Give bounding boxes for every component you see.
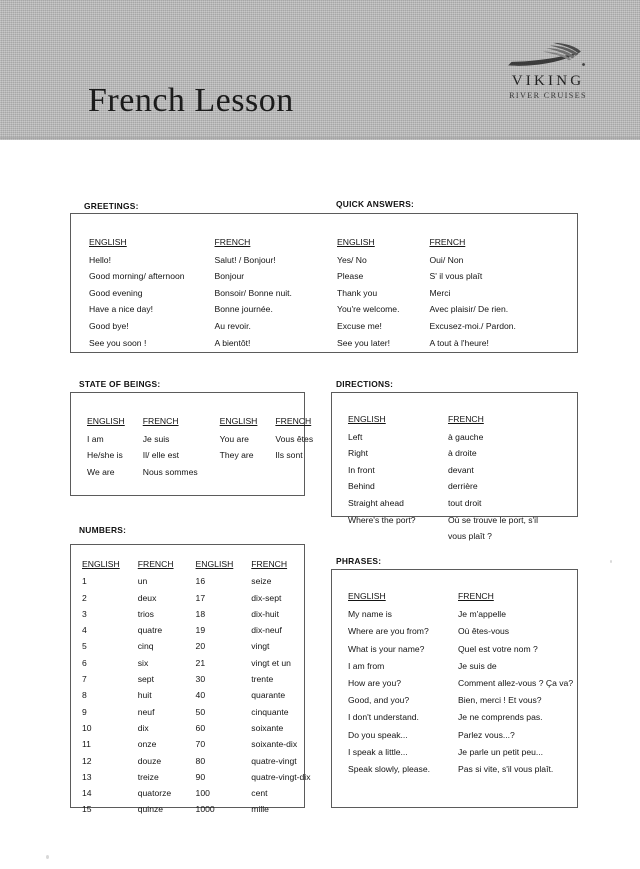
cell-english: Where are you from? [348, 626, 429, 637]
table-row [82, 687, 311, 703]
cell-english: 50 [195, 706, 206, 717]
cell-french: quatorze [137, 788, 172, 799]
cell-english: How are you? [348, 678, 402, 689]
table-row [82, 606, 311, 622]
table-row [348, 727, 573, 744]
table-row [89, 252, 292, 269]
section-label-quick-answers: QUICK ANSWERS: [336, 199, 415, 209]
col-header-english: ENGLISH [219, 416, 258, 426]
cell-french: douze [137, 755, 162, 766]
cell-english: 2 [82, 592, 87, 603]
table-row [348, 641, 573, 658]
table-row [348, 709, 573, 726]
cell-english: 11 [82, 739, 91, 750]
scan-speck [610, 560, 612, 563]
cell-french: dix-sept [251, 592, 282, 603]
cell-french: Où êtes-vous [458, 626, 510, 637]
cell-french: vingt [251, 641, 270, 652]
cell-french: mille [251, 804, 269, 815]
table-row [348, 606, 573, 623]
table-row [337, 335, 516, 352]
table-row [348, 761, 573, 778]
cell-english: 80 [195, 755, 206, 766]
cell-french: Ils sont [275, 450, 303, 461]
brand-wordmark: VIKING [511, 73, 585, 89]
cell-french: Bonne journée. [214, 304, 273, 315]
cell-french: cent [251, 788, 268, 799]
cell-french: devant [448, 464, 474, 475]
cell-french: à gauche [448, 431, 484, 442]
cell-french: trios [137, 608, 154, 619]
cell-french: Nous sommes [142, 466, 198, 477]
table-row [89, 318, 292, 335]
cell-english: Speak slowly, please. [348, 764, 431, 775]
cell-english: 12 [82, 755, 92, 766]
col-header-english: ENGLISH [195, 559, 234, 569]
cell-french: vingt et un [251, 657, 291, 668]
cell-french: Merci [429, 287, 451, 298]
cell-french: dix-neuf [251, 625, 282, 636]
cell-english: What is your name? [348, 643, 425, 654]
table-row [82, 785, 311, 801]
viking-ship-prow-icon [496, 42, 600, 68]
cell-english: We are [87, 466, 115, 477]
cell-english: 60 [195, 722, 206, 733]
cell-french: quinze [137, 804, 164, 815]
col-header-english: ENGLISH [89, 237, 127, 247]
section-label-phrases: PHRASES: [336, 556, 382, 566]
cell-french: Où se trouve le port, s'il vous plaît ? [448, 514, 539, 542]
cell-french: Comment allez-vous ? Ça va? [458, 678, 574, 689]
cell-french: Salut! / Bonjour! [214, 254, 276, 265]
table-greetings [89, 234, 292, 351]
cell-french: Je ne comprends pas. [458, 712, 543, 723]
cell-french [275, 464, 313, 481]
cell-english: In front [348, 464, 375, 475]
cell-english: 18 [195, 608, 206, 619]
cell-english: Behind [348, 481, 375, 492]
table-row [348, 675, 573, 692]
table-row [89, 301, 292, 318]
cell-french: dix-huit [251, 608, 279, 619]
panel-phrases [331, 569, 578, 808]
cell-french: cinq [137, 641, 154, 652]
cell-english: I am [87, 433, 104, 444]
table-row [82, 655, 311, 671]
col-header-french: FRENCH [448, 414, 484, 424]
table-row [348, 623, 573, 640]
cell-english: I don't understand. [348, 712, 419, 723]
table-row [348, 462, 556, 479]
cell-english: My name is [348, 609, 392, 620]
section-label-greetings: GREETINGS: [84, 201, 139, 211]
cell-english: I speak a little... [348, 746, 408, 757]
cell-english: Have a nice day! [89, 304, 154, 315]
cell-french: Excusez-moi./ Pardon. [429, 320, 516, 331]
table-header-row [82, 556, 311, 573]
cell-english: 8 [82, 690, 87, 701]
panel-state-of-beings [70, 392, 314, 496]
table-row [348, 495, 556, 512]
table-row [82, 801, 311, 817]
col-header-english: ENGLISH [348, 591, 386, 601]
table-directions [348, 411, 556, 545]
cell-english: Good, and you? [348, 695, 410, 706]
col-header-french: FRENCH [251, 559, 288, 569]
table-header-row [337, 234, 516, 252]
cell-english: 13 [82, 771, 92, 782]
viking-river-cruises-logo [492, 42, 604, 100]
cell-english: Excuse me! [337, 320, 382, 331]
table-row [348, 512, 556, 545]
cell-english: 30 [195, 674, 206, 685]
col-header-french: FRENCH [458, 591, 494, 601]
table-row [82, 769, 311, 785]
cell-french: Je m'appelle [458, 609, 506, 620]
cell-english: 5 [82, 641, 87, 652]
cell-french: deux [137, 592, 157, 603]
table-row [348, 478, 556, 495]
cell-french: cinquante [251, 706, 289, 717]
cell-french: soixante [251, 722, 284, 733]
table-row [348, 744, 573, 761]
cell-english: 16 [195, 576, 206, 587]
table-row [337, 285, 516, 302]
col-header-french: FRENCH [275, 416, 312, 426]
cell-french: huit [137, 690, 152, 701]
cell-english: 19 [195, 625, 206, 636]
table-row [348, 658, 573, 675]
table-row [348, 445, 556, 462]
col-header-english: ENGLISH [348, 414, 386, 424]
cell-french: Avec plaisir/ De rien. [429, 304, 509, 315]
cell-english: 3 [82, 608, 87, 619]
cell-french: treize [137, 771, 159, 782]
cell-french: un [137, 576, 148, 587]
cell-french: Bonsoir/ Bonne nuit. [214, 287, 292, 298]
cell-french: Je suis [142, 433, 170, 444]
section-label-numbers: NUMBERS: [79, 525, 127, 535]
scan-speck [46, 855, 49, 859]
cell-english: 7 [82, 674, 87, 685]
table-row [348, 429, 556, 446]
cell-english: You're welcome. [337, 304, 400, 315]
cell-english: 40 [195, 690, 206, 701]
table-row [82, 753, 311, 769]
cell-english: 1 [82, 576, 87, 587]
cell-english: Do you speak... [348, 729, 408, 740]
cell-english: Good morning/ afternoon [89, 271, 185, 282]
panel-numbers [70, 544, 311, 815]
cell-french: Quel est votre nom ? [458, 643, 538, 654]
col-header-french: FRENCH [142, 416, 179, 426]
cell-french: Bonjour [214, 271, 245, 282]
cell-english: 90 [195, 771, 206, 782]
cell-french: Au revoir. [214, 320, 251, 331]
table-row [82, 720, 311, 736]
cell-french: Je suis de [458, 660, 497, 671]
cell-english: See you later! [337, 337, 391, 348]
table-row [348, 692, 573, 709]
cell-french: quatre-vingt-dix [251, 771, 311, 782]
cell-english: They are [219, 450, 254, 461]
section-label-state-of-beings: STATE OF BEINGS: [79, 379, 161, 389]
cell-french: Vous êtes [275, 433, 314, 444]
table-row [337, 268, 516, 285]
table-row [337, 252, 516, 269]
table-header-row [348, 411, 556, 429]
header-banner [0, 0, 640, 140]
table-header-row [87, 413, 313, 431]
cell-english: Good bye! [89, 320, 129, 331]
col-header-english: ENGLISH [87, 416, 125, 426]
cell-english: Please [337, 271, 364, 282]
cell-french: soixante-dix [251, 739, 298, 750]
cell-english [220, 464, 276, 481]
cell-english: 10 [82, 722, 92, 733]
cell-french: tout droit [448, 497, 482, 508]
table-row [82, 590, 311, 606]
cell-english: 20 [195, 641, 206, 652]
col-header-english: ENGLISH [337, 237, 375, 247]
cell-english: Yes/ No [337, 254, 367, 265]
cell-english: Thank you [337, 287, 378, 298]
cell-french: Oui/ Non [429, 254, 464, 265]
cell-english: See you soon ! [89, 337, 147, 348]
cell-french: S' il vous plaît [429, 271, 483, 282]
table-row [337, 301, 516, 318]
brand-tagline: RIVER CRUISES [509, 90, 587, 100]
cell-french: Bien, merci ! Et vous? [458, 695, 542, 706]
cell-french: trente [251, 674, 274, 685]
cell-french: Parlez vous...? [458, 729, 515, 740]
table-row [82, 736, 311, 752]
cell-french: six [137, 657, 149, 668]
table-row [82, 573, 311, 589]
cell-english: Right [348, 448, 369, 459]
table-phrases [348, 588, 573, 778]
table-header-row [89, 234, 292, 252]
table-row [82, 671, 311, 687]
cell-english: 1000 [195, 804, 215, 815]
panel-directions [331, 392, 578, 542]
table-row [82, 704, 311, 720]
cell-english: Left [348, 431, 363, 442]
cell-french: quarante [251, 690, 286, 701]
section-label-directions: DIRECTIONS: [336, 379, 394, 389]
cell-english: Where's the port? [348, 514, 416, 525]
cell-english: Good evening [89, 287, 143, 298]
cell-english: 4 [82, 625, 87, 636]
table-row [337, 318, 516, 335]
table-row [82, 638, 311, 654]
cell-french: seize [251, 576, 272, 587]
cell-english: 14 [82, 788, 92, 799]
table-row [89, 335, 292, 352]
cell-french: neuf [137, 706, 155, 717]
table-row [89, 268, 292, 285]
table-row [87, 464, 313, 481]
panel-greetings-quick-answers [70, 213, 578, 353]
cell-french: quatre-vingt [251, 755, 297, 766]
table-row [82, 622, 311, 638]
cell-french: derrière [448, 481, 478, 492]
cell-english: 6 [82, 657, 87, 668]
col-header-english: ENGLISH [82, 559, 120, 569]
cell-english: Straight ahead [348, 497, 404, 508]
cell-english: Hello! [89, 254, 111, 265]
table-quick-answers [337, 234, 516, 351]
col-header-french: FRENCH [429, 237, 466, 247]
cell-english: 21 [195, 657, 206, 668]
cell-french: A tout à l'heure! [429, 337, 489, 348]
cell-english: 9 [82, 706, 87, 717]
col-header-french: FRENCH [137, 559, 174, 569]
table-state-of-beings [87, 413, 313, 480]
cell-french: sept [137, 674, 154, 685]
cell-french: onze [137, 739, 157, 750]
table-row [87, 431, 313, 448]
cell-french: dix [137, 722, 149, 733]
cell-french: A bientôt! [214, 337, 251, 348]
cell-english: 70 [195, 739, 206, 750]
cell-french: Pas si vite, s'il vous plaît. [458, 764, 554, 775]
table-row [87, 447, 313, 464]
col-header-french: FRENCH [214, 237, 251, 247]
cell-english: He/she is [87, 450, 123, 461]
cell-french: Je parle un petit peu... [458, 746, 544, 757]
cell-french: à droite [448, 448, 477, 459]
cell-english: 100 [195, 788, 210, 799]
table-row [89, 285, 292, 302]
table-header-row [348, 588, 573, 606]
cell-english: I am from [348, 660, 385, 671]
cell-french: quatre [137, 625, 163, 636]
cell-english: You are [219, 433, 249, 444]
table-numbers [82, 556, 311, 818]
cell-french: Il/ elle est [142, 450, 180, 461]
cell-english: 15 [82, 804, 92, 815]
cell-english: 17 [195, 592, 206, 603]
page-title: French Lesson [88, 82, 294, 119]
